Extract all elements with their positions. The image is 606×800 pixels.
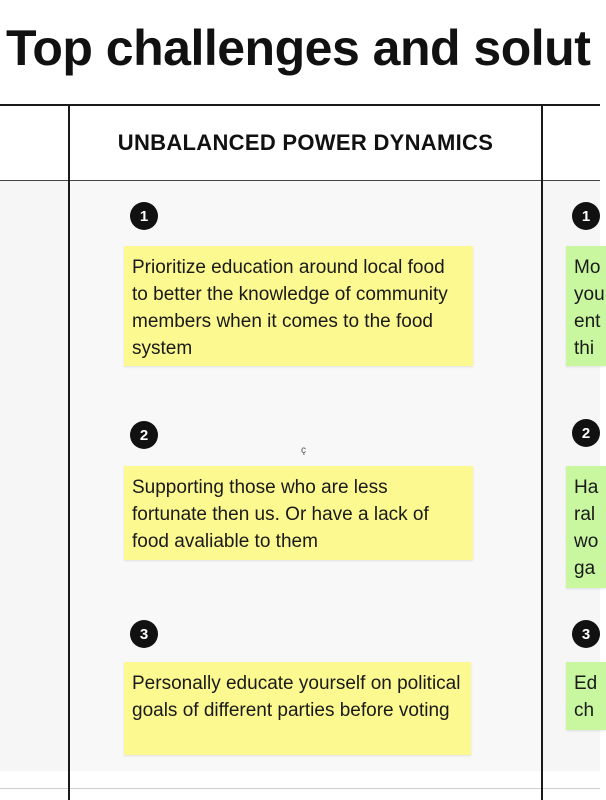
- note-line: Ha: [574, 477, 599, 498]
- sticky-note-next-1[interactable]: [566, 246, 606, 366]
- note-line: wo: [574, 531, 599, 552]
- solution-number-1-badge: 1: [130, 202, 158, 230]
- next-solution-number-3-badge: 3: [572, 620, 600, 648]
- column-header-unbalanced-power-dynamics: UNBALANCED POWER DYNAMICS: [117, 130, 494, 155]
- column-divider-left: [68, 104, 70, 800]
- text-cursor-icon: ç: [301, 445, 306, 456]
- header-bottom-divider: [0, 180, 600, 181]
- sticky-note-solution-1[interactable]: Prioritize education around local food to better the knowledge of community members when it comes to the food system: [124, 246, 473, 366]
- next-solution-number-2-badge: 2: [572, 419, 600, 447]
- note-line: you: [574, 284, 605, 305]
- note-line: ch: [574, 700, 595, 721]
- sticky-note-solution-2[interactable]: Supporting those who are less fortunate then us. Or have a lack of food avaliable to them: [124, 466, 473, 560]
- note-line: thi: [574, 338, 595, 359]
- left-column-area: [0, 181, 68, 771]
- next-solution-number-1-badge: 1: [572, 202, 600, 230]
- sticky-note-next-2[interactable]: [566, 466, 606, 588]
- note-line: ent: [574, 311, 601, 332]
- column-divider-right: [541, 104, 543, 800]
- note-line: Ed: [574, 673, 598, 694]
- note-line: ga: [574, 558, 596, 579]
- note-line: Mo: [574, 257, 601, 278]
- board-title: Top challenges and solut: [6, 20, 591, 76]
- note-line: ral: [574, 504, 596, 525]
- solution-number-3-badge: 3: [130, 620, 158, 648]
- sticky-note-solution-3[interactable]: Personally educate yourself on political goals of different parties before voting: [124, 662, 471, 755]
- sticky-note-next-3[interactable]: [566, 662, 606, 730]
- solution-number-2-badge: 2: [130, 421, 158, 449]
- table-bottom-divider: [0, 788, 600, 789]
